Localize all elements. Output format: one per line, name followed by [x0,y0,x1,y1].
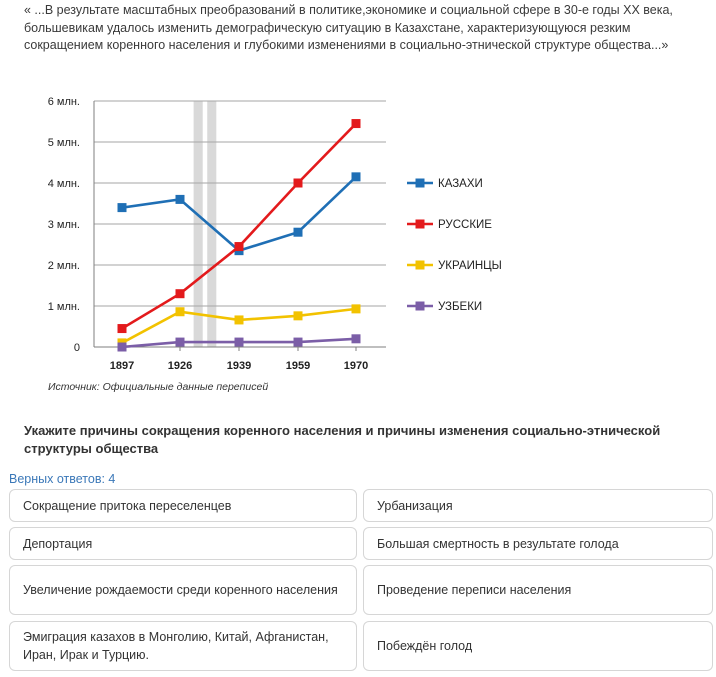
y-tick-label: 6 млн. [47,96,80,108]
x-tick-label: 1970 [343,360,369,372]
answer-option-label: Побеждён голод [377,639,473,653]
data-point [352,334,361,343]
x-tick-label: 1959 [285,360,311,372]
x-tick-label: 1897 [109,360,135,372]
correct-answers-count: Верных ответов: 4 [9,472,116,486]
answer-option-label: Большая смертность в результате голода [377,536,619,551]
legend-marker [416,220,425,229]
y-tick-label: 1 млн. [47,301,80,313]
answer-option-label: Депортация [23,536,93,551]
data-point [176,307,185,316]
data-point [235,242,244,251]
legend-label: РУССКИЕ [438,219,492,231]
answer-option-label: Урбанизация [377,498,453,513]
y-tick-label: 3 млн. [47,219,80,231]
answer-option[interactable] [9,527,357,560]
data-point [352,119,361,128]
answer-option-label: Сокращение притока переселенцев [23,498,232,513]
x-tick-label: 1939 [226,360,252,372]
legend-label: УЗБЕКИ [438,301,483,313]
question-text: Укажите причины сокращения коренного населения и причины изменения социально-этнической структуры общества [24,423,661,456]
legend-marker [416,179,425,188]
y-tick-label: 2 млн. [47,260,80,272]
answer-option[interactable] [9,621,357,671]
data-point [118,324,127,333]
answer-option[interactable] [363,489,713,522]
answer-option[interactable] [9,489,357,522]
data-point [118,343,127,352]
answer-option[interactable] [363,527,713,560]
series-line-2 [122,124,356,329]
answer-option-label: Проведение переписи населения [377,583,572,597]
answer-option[interactable] [9,565,357,615]
x-tick-label: 1926 [167,360,193,372]
data-point [235,338,244,347]
answer-option[interactable] [363,565,713,615]
answer-option-label: Эмиграция казахов в Монголию, Китай, Афганистан, Иран, Ирак и Турцию. [23,630,329,662]
data-point [352,172,361,181]
population-chart [0,88,520,398]
data-point [294,311,303,320]
data-point [294,179,303,188]
data-point [235,315,244,324]
legend-label: КАЗАХИ [438,178,483,190]
data-point [294,228,303,237]
answer-option-label: Увеличение рождаемости среди коренного населения [23,583,338,597]
legend-marker [416,261,425,270]
answer-option[interactable] [363,621,713,671]
y-tick-label: 4 млн. [47,178,80,190]
data-point [352,304,361,313]
chart-source: Источник: Официальные данные переписей [48,381,269,393]
data-point [118,203,127,212]
y-tick-label: 5 млн. [47,137,80,149]
legend-marker [416,302,425,311]
data-point [294,338,303,347]
data-point [176,338,185,347]
intro-quote: « ...В результате масштабных преобразований в политике,экономике и социальной сфере в 30-е годы XX века, большевикам удалось изменить демографическую ситуацию в Казахстане, характеризующуюся резким сокращением коренного населения и глубокими изменениями в социально-этнической структуре общества...» [24,3,673,52]
legend-label: УКРАИНЦЫ [438,260,502,272]
data-point [176,195,185,204]
y-tick-label: 0 [73,342,80,354]
series-line-1 [122,177,356,251]
data-point [176,289,185,298]
